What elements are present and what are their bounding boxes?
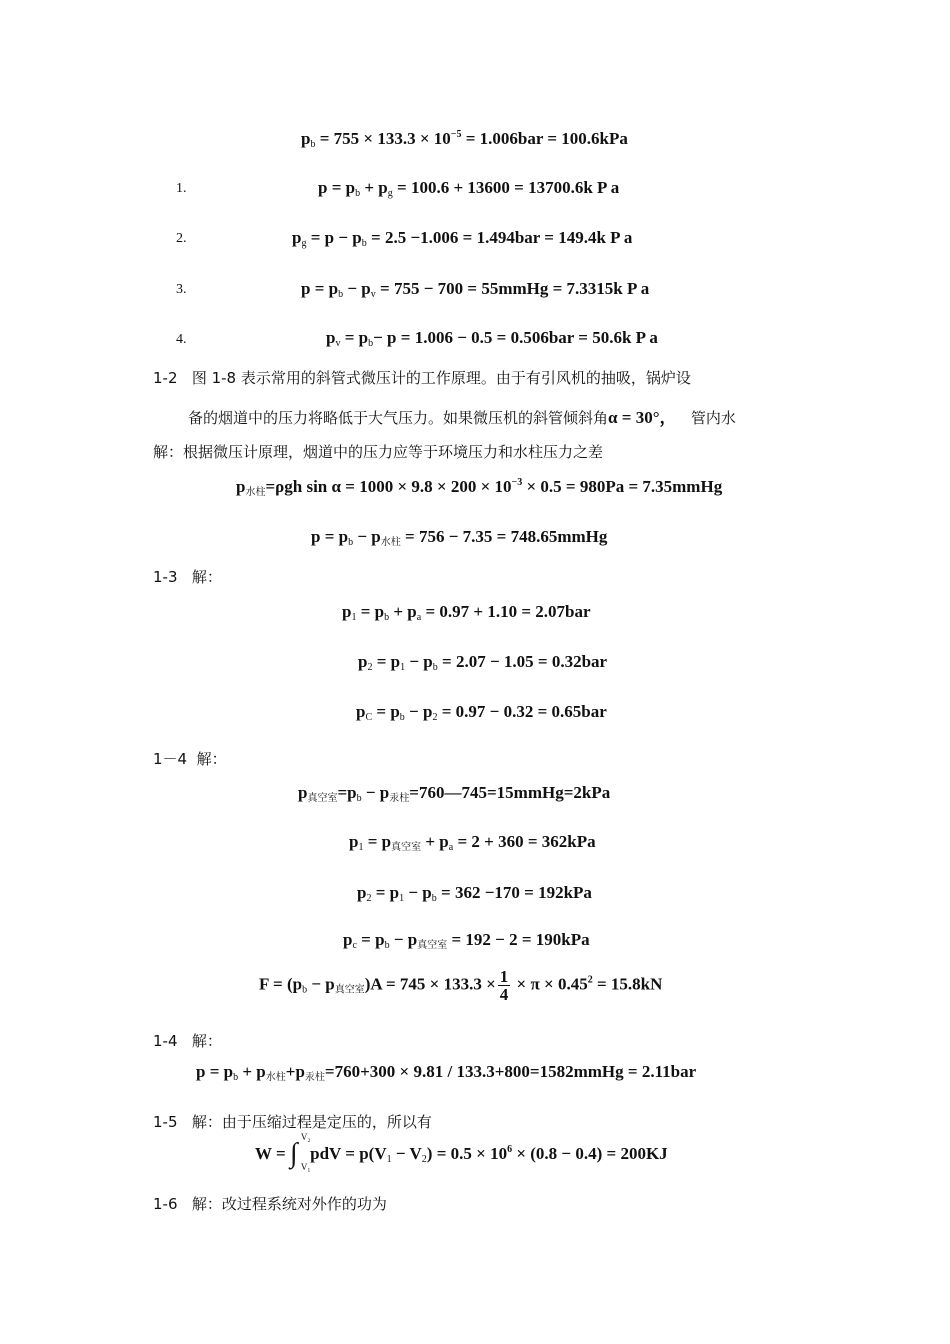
item-number-4: 4.	[176, 332, 187, 347]
equation-9: $p_C = p_b - p_2 = 0.97 - 0.32 = 0.65bar$	[356, 702, 607, 723]
equation-13: $p_c = p_b - p_{真空室} = 192 - 2 = 190kPa$	[343, 930, 590, 951]
problem-1-6-text: 1-6 解：改过程系统对外作的功为	[153, 1195, 387, 1213]
equation-10: $p_{真空室}=p_b$ − $p_{汞柱}=760—745=15mmHg=2kPa$	[298, 783, 611, 804]
problem-1-2-solution: 解：根据微压计原理，烟道中的压力应等于环境压力和水柱压力之差	[153, 443, 604, 461]
item-number-3: 3.	[176, 282, 187, 297]
problem-1-5-text: 1-5 解：由于压缩过程是定压的，所以有	[153, 1113, 432, 1131]
integral-sign: ∫ V₂ V₁	[289, 1132, 311, 1172]
equation-2: $p_g = p - p_b = 2.5 -1.006 = 1.494bar = 149.4k$ P a	[292, 228, 633, 249]
problem-1-2-line1: 1-2 图 1-8 表示常用的斜管式微压计的工作原理。由于有引风机的抽吸，锅炉设	[153, 369, 691, 387]
equation-4: $p_v = p_b- p = 1.006 - 0.5 = 0.506bar = 50.6k$ P a	[326, 328, 658, 349]
equation-pb: $p_b = 755 \times 133.3 \times 10^{-5} = 1.006bar = 100.6kPa$	[301, 129, 628, 150]
item-number-1: 1.	[176, 181, 187, 196]
equation-14: $F = (p_b - p_{真空室})A = 745 \times 133.3$ × $\frac{1}{4}$ × $\pi \times 0.45^2 = 15.8kN$	[259, 967, 663, 1004]
equation-1: $p = p_b + p_g = 100.6 + 13600 = 13700.6k$ P a	[318, 178, 620, 199]
problem-1-4a-label: 1－4 解：	[153, 750, 227, 768]
equation-16: W = ∫ V₂ V₁ pdV = $p(V_1 - V_2) = 0.5 \times 10^6 \times (0.8 - 0.4) = 200KJ$	[255, 1132, 668, 1172]
equation-5: $p_{水柱}=\rho gh$ $\sin \alpha = 1000 \times 9.8 \times 200 \times 10^{-3} \times 0.5 = 980Pa$ = 7.35mmHg	[236, 477, 723, 498]
equation-7: $p_1 = p_b + p_a = 0.97 + 1.10 = 2.07bar$	[342, 602, 591, 623]
problem-1-3-label: 1-3 解：	[153, 568, 222, 586]
equation-12: $p_2 = p_1 - p_b = 362 -170 = 192kPa$	[357, 883, 592, 904]
problem-1-2-line2: 备的烟道中的压力将略低于大气压力。如果微压机的斜管倾斜角α = 30°， 管内水	[188, 408, 736, 427]
equation-15: $p = p_b + p_{水柱}+p_{汞柱}=760+300 \times 9.81$ / 133.3+800=1582mmHg = 2.11bar	[196, 1062, 697, 1083]
equation-8: $p_2 = p_1 - p_b = 2.07 - 1.05 = 0.32bar$	[358, 652, 608, 673]
item-number-2: 2.	[176, 231, 187, 246]
equation-11: $p_1 = p_{真空室} + p_a = 2 + 360 = 362kPa$	[349, 832, 596, 853]
problem-1-4b-label: 1-4 解：	[153, 1032, 222, 1050]
equation-6: $p = p_b - p_{水柱} = 756 - 7.35$ = 748.65mmHg	[311, 527, 608, 548]
equation-3: $p = p_b - p_v = 755 - 700$ = 55mmHg = 7.3315k P a	[301, 279, 650, 300]
